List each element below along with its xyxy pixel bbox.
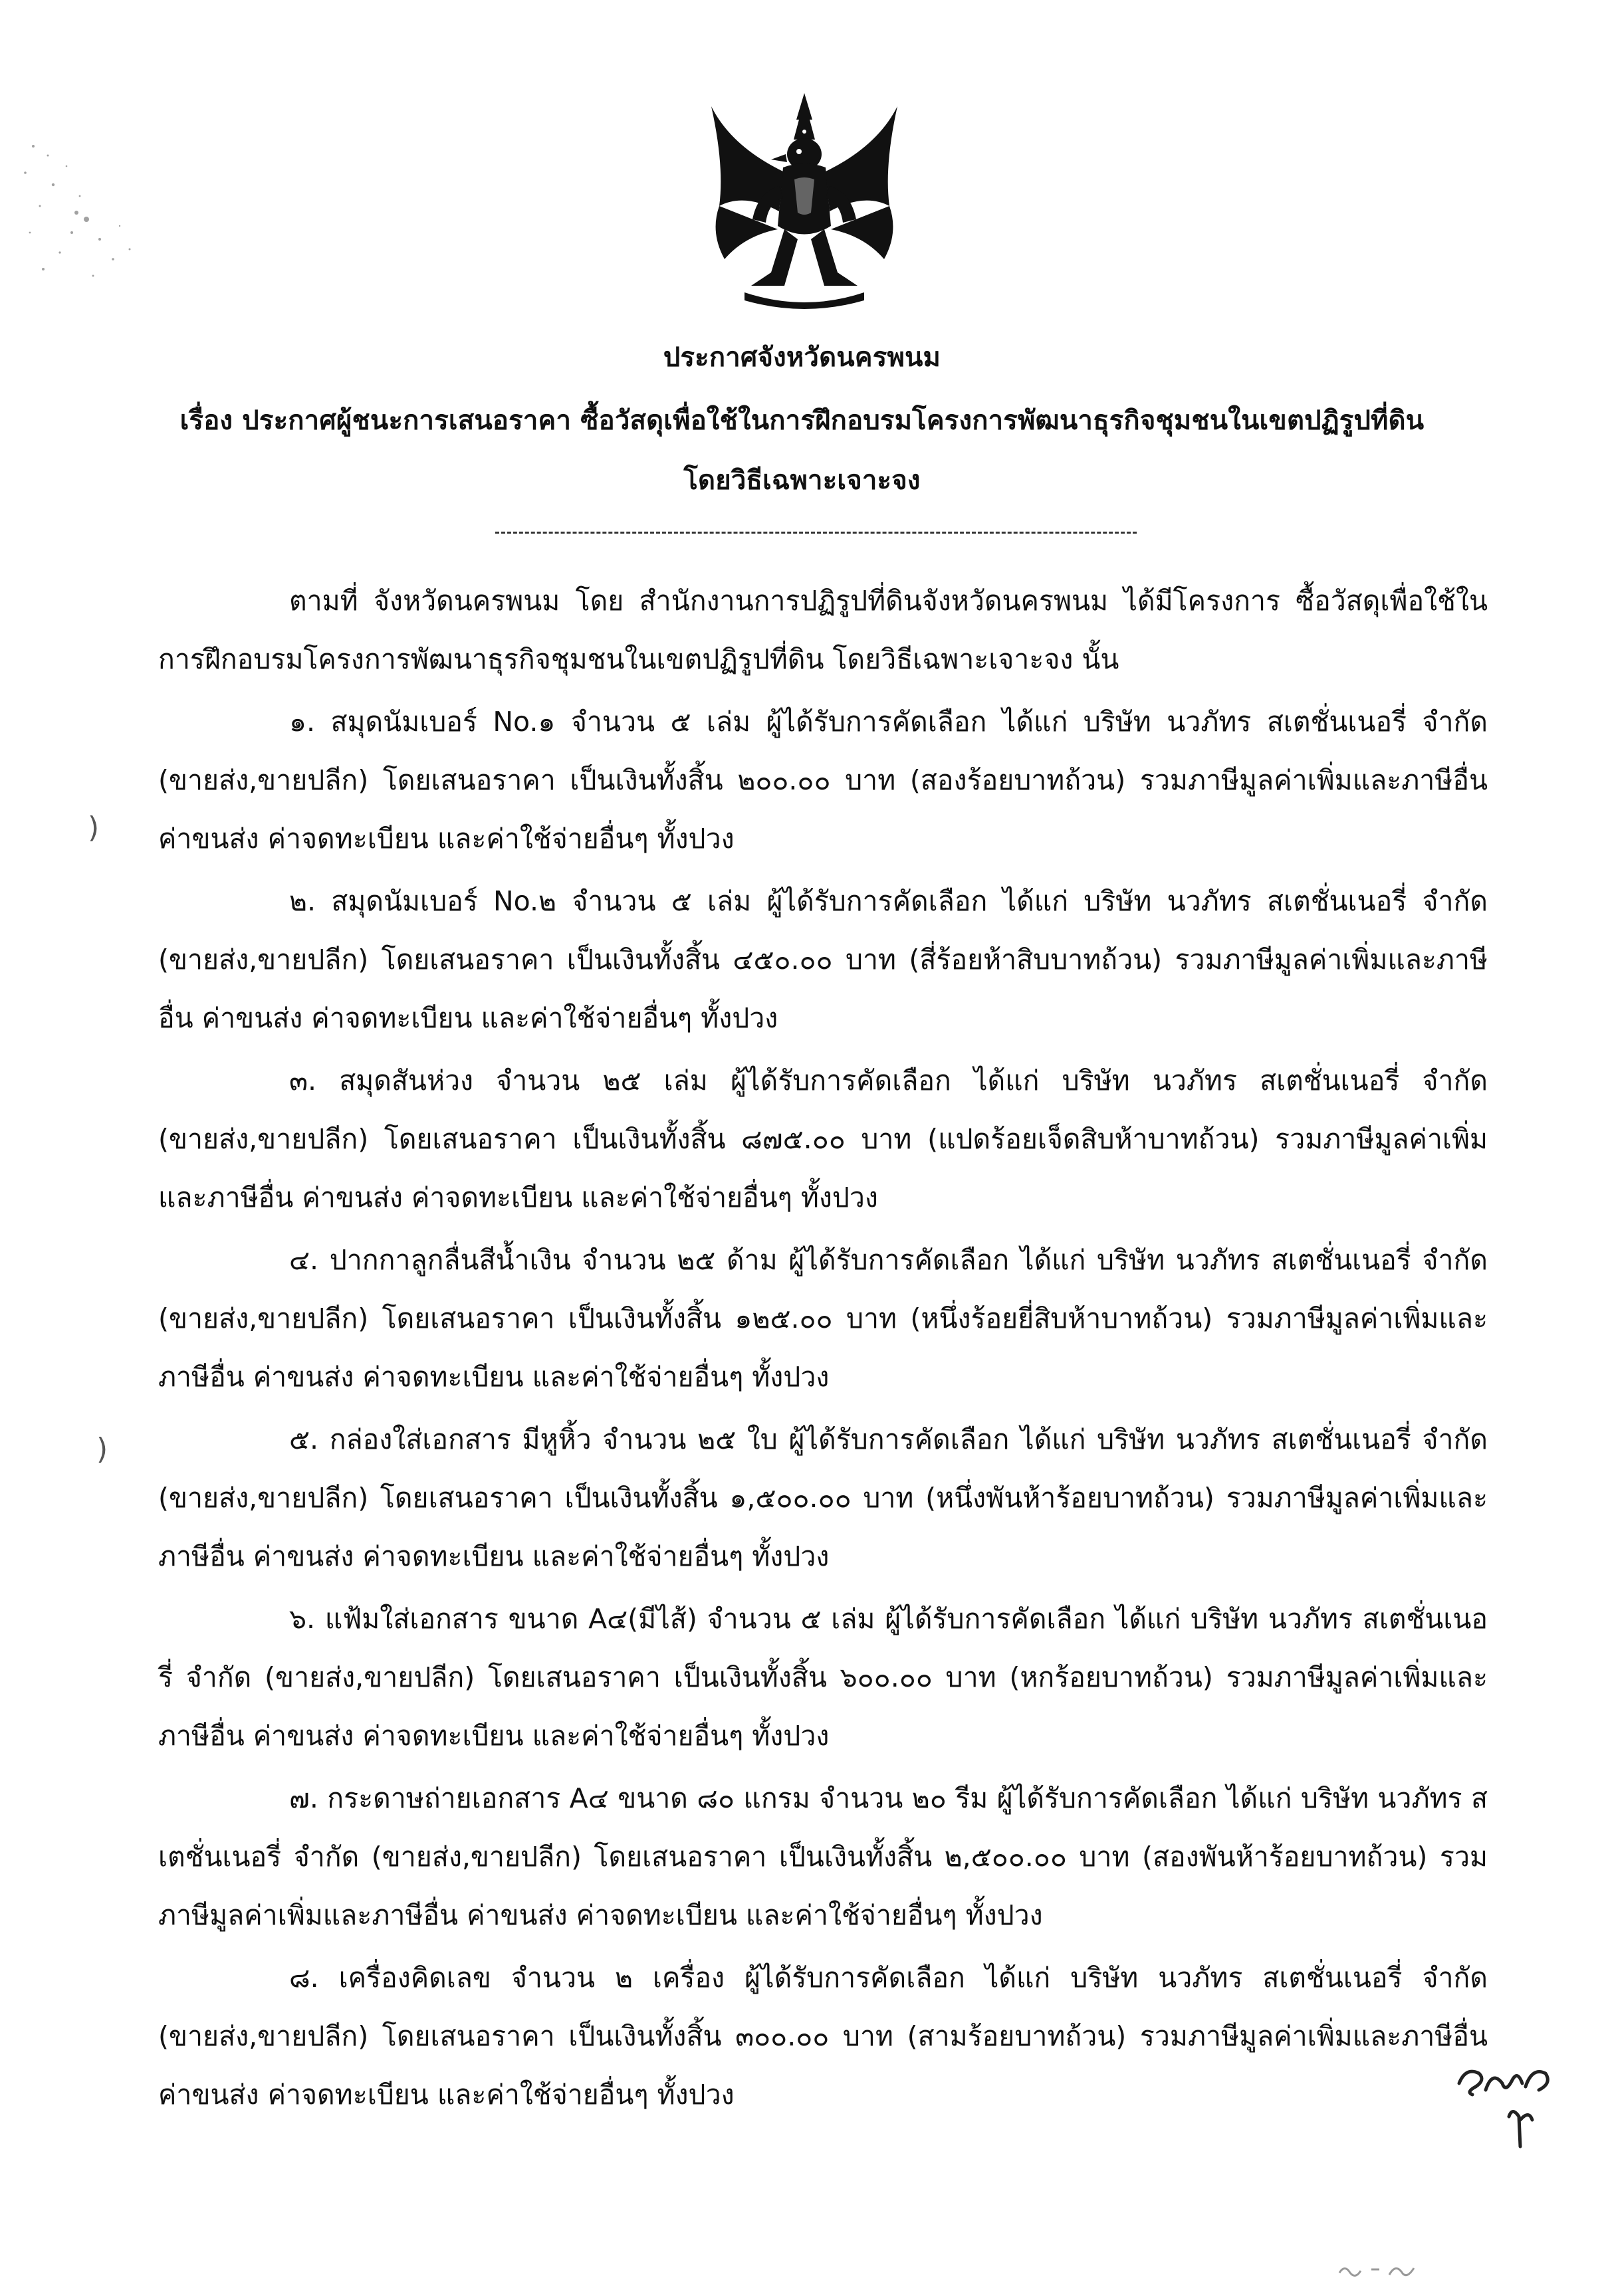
intro-paragraph: ตามที่ จังหวัดนครพนม โดย สำนักงานการปฏิรูปที่ดินจังหวัดนครพนม ได้มีโครงการ ซื้อวัสดุเพื่อใช้ในการฝึกอบรมโครงการพัฒนาธุรกิจชุมชนในเขตปฏิรูปที่ดิน โดยวิธีเฉพาะเจาะจง นั้น (158, 585, 1488, 675)
margin-mark: ) (88, 811, 100, 845)
heading-divider (495, 532, 1137, 534)
margin-mark: ) (96, 1432, 108, 1466)
scan-noise (13, 126, 166, 326)
faint-page-mark (1333, 2256, 1426, 2283)
list-item: ๗. กระดาษถ่ายเอกสาร A๔ ขนาด ๘๐ แกรม จำนวน ๒๐ รีม ผู้ได้รับการคัดเลือก ได้แก่ บริษัท นวภัทร สเตชั่นเนอรี่ จำกัด (ขายส่ง,ขายปลีก) โดยเสนอราคา เป็นเงินทั้งสิ้น ๒,๕๐๐.๐๐ บาท (สองพันห้าร้อยบาทถ้วน) รวมภาษีมูลค่าเพิ่มและภาษีอื่น ค่าขนส่ง ค่าจดทะเบียน และค่าใช้จ่ายอื่นๆ ทั้งปวง (158, 1782, 1488, 1931)
list-item: ๒. สมุดนัมเบอร์ No.๒ จำนวน ๕ เล่ม ผู้ได้รับการคัดเลือก ได้แก่ บริษัท นวภัทร สเตชั่นเนอรี่ จำกัด (ขายส่ง,ขายปลีก) โดยเสนอราคา เป็นเงินทั้งสิ้น ๔๕๐.๐๐ บาท (สี่ร้อยห้าสิบบาทถ้วน) รวมภาษีมูลค่าเพิ่มและภาษีอื่น ค่าขนส่ง ค่าจดทะเบียน และค่าใช้จ่ายอื่นๆ ทั้งปวง (158, 885, 1488, 1034)
announcement-body (158, 572, 1488, 2124)
list-item: ๓. สมุดสันห่วง จำนวน ๒๕ เล่ม ผู้ได้รับการคัดเลือก ได้แก่ บริษัท นวภัทร สเตชั่นเนอรี่ จำกัด (ขายส่ง,ขายปลีก) โดยเสนอราคา เป็นเงินทั้งสิ้น ๘๗๕.๐๐ บาท (แปดร้อยเจ็ดสิบห้าบาทถ้วน) รวมภาษีมูลค่าเพิ่มและภาษีอื่น ค่าขนส่ง ค่าจดทะเบียน และค่าใช้จ่ายอื่นๆ ทั้งปวง (158, 1065, 1488, 1213)
list-item: ๕. กล่องใส่เอกสาร มีหูหิ้ว จำนวน ๒๕ ใบ ผู้ได้รับการคัดเลือก ได้แก่ บริษัท นวภัทร สเตชั่นเนอรี่ จำกัด (ขายส่ง,ขายปลีก) โดยเสนอราคา เป็นเงินทั้งสิ้น ๑,๕๐๐.๐๐ บาท (หนึ่งพันห้าร้อยบาทถ้วน) รวมภาษีมูลค่าเพิ่มและภาษีอื่น ค่าขนส่ง ค่าจดทะเบียน และค่าใช้จ่ายอื่นๆ ทั้งปวง (158, 1423, 1488, 1572)
subject-line: เรื่อง ประกาศผู้ชนะการเสนอราคา ซื้อวัสดุเพื่อใช้ในการฝึกอบรมโครงการพัฒนาธุรกิจชุมชนในเขตปฏิรูปที่ดิน (179, 405, 1425, 436)
garuda-emblem-icon (705, 93, 904, 316)
list-item: ๘. เครื่องคิดเลข จำนวน ๒ เครื่อง ผู้ได้รับการคัดเลือก ได้แก่ บริษัท นวภัทร สเตชั่นเนอรี่ จำกัด (ขายส่ง,ขายปลีก) โดยเสนอราคา เป็นเงินทั้งสิ้น ๓๐๐.๐๐ บาท (สามร้อยบาทถ้วน) รวมภาษีมูลค่าเพิ่มและภาษีอื่น ค่าขนส่ง ค่าจดทะเบียน และค่าใช้จ่ายอื่นๆ ทั้งปวง (158, 1962, 1488, 2111)
list-item: ๑. สมุดนัมเบอร์ No.๑ จำนวน ๕ เล่ม ผู้ได้รับการคัดเลือก ได้แก่ บริษัท นวภัทร สเตชั่นเนอรี่ จำกัด (ขายส่ง,ขายปลีก) โดยเสนอราคา เป็นเงินทั้งสิ้น ๒๐๐.๐๐ บาท (สองร้อยบาทถ้วน) รวมภาษีมูลค่าเพิ่มและภาษีอื่น ค่าขนส่ง ค่าจดทะเบียน และค่าใช้จ่ายอื่นๆ ทั้งปวง (158, 706, 1488, 855)
list-item: ๖. แฟ้มใส่เอกสาร ขนาด A๔(มีไส้) จำนวน ๕ เล่ม ผู้ได้รับการคัดเลือก ได้แก่ บริษัท นวภัทร สเตชั่นเนอรี่ จำกัด (ขายส่ง,ขายปลีก) โดยเสนอราคา เป็นเงินทั้งสิ้น ๖๐๐.๐๐ บาท (หกร้อยบาทถ้วน) รวมภาษีมูลค่าเพิ่มและภาษีอื่น ค่าขนส่ง ค่าจดทะเบียน และค่าใช้จ่ายอื่นๆ ทั้งปวง (158, 1603, 1488, 1752)
handwritten-initials (1446, 2053, 1559, 2153)
page-title: ประกาศจังหวัดนครพนม (663, 342, 941, 373)
list-item: ๔. ปากกาลูกลื่นสีน้ำเงิน จำนวน ๒๕ ด้าม ผู้ได้รับการคัดเลือก ได้แก่ บริษัท นวภัทร สเตชั่นเนอรี่ จำกัด (ขายส่ง,ขายปลีก) โดยเสนอราคา เป็นเงินทั้งสิ้น ๑๒๕.๐๐ บาท (หนึ่งร้อยยี่สิบห้าบาทถ้วน) รวมภาษีมูลค่าเพิ่มและภาษีอื่น ค่าขนส่ง ค่าจดทะเบียน และค่าใช้จ่ายอื่นๆ ทั้งปวง (158, 1244, 1488, 1393)
method-line: โดยวิธีเฉพาะเจาะจง (683, 465, 921, 496)
